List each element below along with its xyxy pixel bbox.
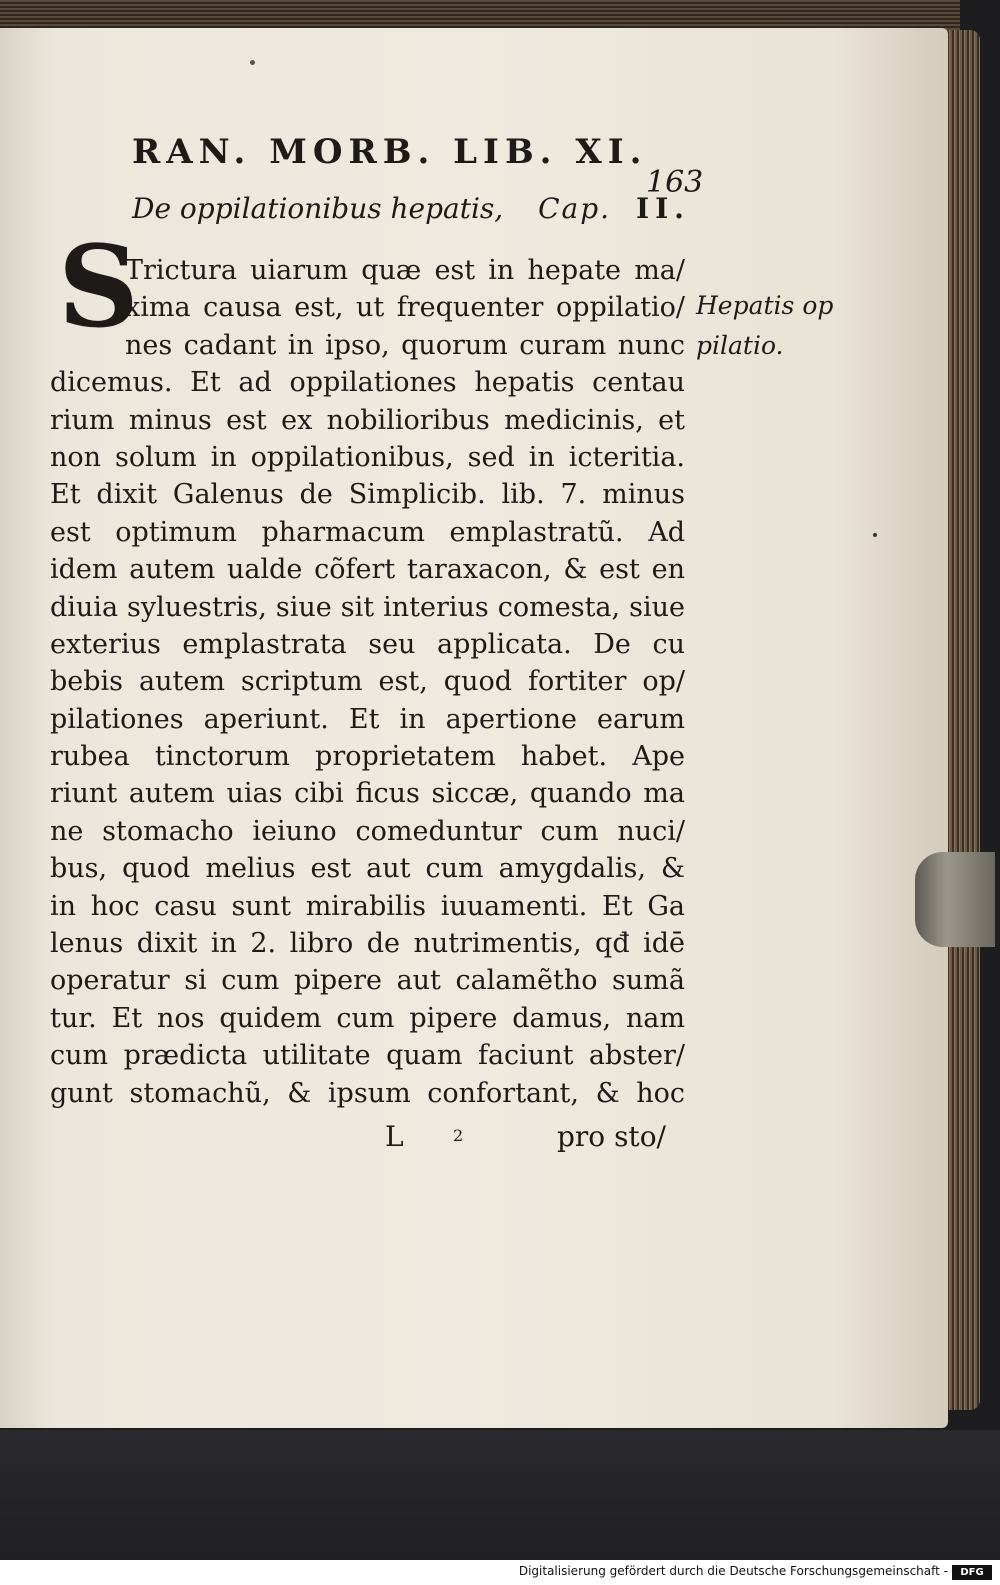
footer-credit: Digitalisierung gefördert durch die Deutsche Forschungsgemeinschaft - xyxy=(518,1564,948,1578)
text-line: lenus dixit in 2. libro de nutrimentis, qđ idē xyxy=(50,928,685,960)
text-line: diuia syluestris, siue sit interius comesta, siue xyxy=(50,591,685,623)
marginal-note xyxy=(696,286,833,366)
text-line: rubea tinctorum proprietatem habet. Ape xyxy=(50,741,685,773)
text-line: non solum in oppilationibus, sed in icteritia. xyxy=(50,441,685,473)
signature-number: 2 xyxy=(453,1126,464,1145)
text-line: Trictura uiarum quæ est in hepate ma/ xyxy=(125,255,685,286)
text-line: rium minus est ex nobilioribus medicinis, et xyxy=(50,404,685,436)
page-foot xyxy=(385,1120,685,1160)
text-line: nes cadant in ipso, quorum curam nunc xyxy=(125,329,685,361)
text-line: est optimum pharmacum emplastratũ. Ad xyxy=(50,516,685,548)
chapter-heading xyxy=(132,192,690,225)
text-line: dicemus. Et ad oppilationes hepatis centau xyxy=(50,367,685,399)
ink-speck xyxy=(873,533,877,537)
text-line: bebis autem scriptum est, quod fortiter op/ xyxy=(50,666,685,698)
text-line: riunt autem uias cibi ficus siccæ, quando ma xyxy=(50,778,685,810)
text-line: xima causa est, ut frequenter oppilatio/ xyxy=(125,292,685,324)
text-line: Et dixit Galenus de Simplicib. lib. 7. minus xyxy=(50,479,685,511)
text-line: gunt stomachũ, & ipsum confortant, & hoc xyxy=(50,1077,685,1109)
text-line: exterius emplastrata seu applicata. De cu xyxy=(50,628,685,660)
body-text xyxy=(50,252,685,1112)
text-line: pilationes aperiunt. Et in apertione earum xyxy=(50,703,685,735)
text-line: in hoc casu sunt mirabilis iuuamenti. Et Ga xyxy=(50,890,685,922)
text-line: ne stomacho ieiuno comeduntur cum nuci/ xyxy=(50,815,685,847)
catchword: pro sto/ xyxy=(557,1120,666,1153)
chapter-number: II. xyxy=(635,192,690,225)
text-line: operatur si cum pipere aut calamẽtho sumã xyxy=(50,965,685,997)
marginal-note-line: Hepatis op xyxy=(696,291,834,320)
text-line: cum prædicta utilitate quam faciunt abster/ xyxy=(50,1040,685,1072)
text-line: bus, quod melius est aut cum amygdalis, & xyxy=(50,853,685,885)
chapter-title: De oppilationibus hepatis, xyxy=(132,192,504,225)
scan-background xyxy=(0,1430,1000,1560)
running-head: RAN. MORB. LIB. XI. xyxy=(132,132,648,172)
footer-bar xyxy=(0,1560,1000,1585)
signature-mark: L xyxy=(385,1120,404,1153)
dfg-logo-icon: DFG xyxy=(952,1565,992,1580)
chapter-cap-label: Cap. xyxy=(538,192,612,225)
page-clip xyxy=(915,852,995,947)
drop-cap: S xyxy=(58,222,139,353)
text-line: idem autem ualde cõfert taraxacon, & est en xyxy=(50,554,685,586)
marginal-note-line: pilatio. xyxy=(696,331,784,360)
text-line: tur. Et nos quidem cum pipere damus, nam xyxy=(50,1002,685,1034)
folio-number: 163 xyxy=(646,165,704,200)
